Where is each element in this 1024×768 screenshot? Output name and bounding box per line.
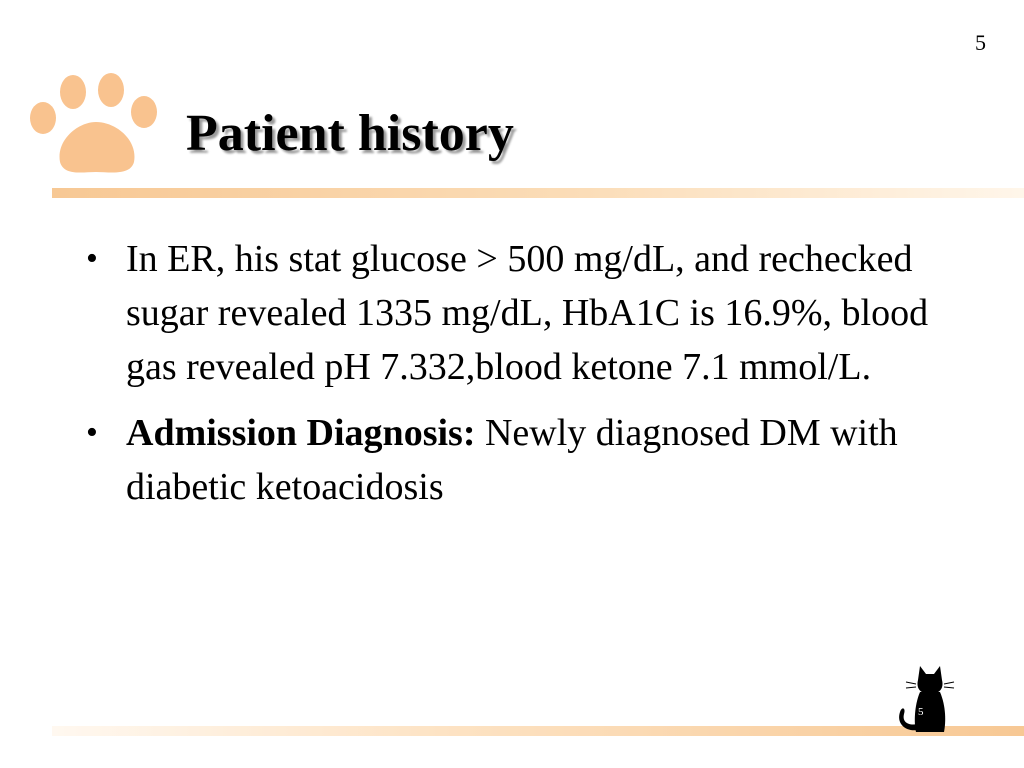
bullet-marker: •	[86, 414, 98, 451]
cat-slide-number: 5	[918, 706, 924, 718]
bullet-marker: •	[86, 240, 98, 277]
bullet-bold-lead: Admission Diagnosis:	[126, 412, 476, 454]
title-divider	[52, 188, 1024, 198]
cat-silhouette-icon	[888, 660, 956, 740]
list-item	[80, 406, 980, 514]
bullet-text: Newly diagnosed DM with diabetic ketoacidosis	[126, 412, 898, 508]
paw-print-icon	[26, 72, 166, 180]
bullet-text: In ER, his stat glucose > 500 mg/dL, and rechecked sugar revealed 1335 mg/dL, HbA1C is 16.9%, blood gas revealed pH 7.332,blood ketone 7.1 mmol/L.	[126, 238, 929, 388]
list-item	[80, 232, 980, 394]
bullet-list	[80, 232, 980, 526]
page-title: Patient history	[186, 105, 514, 162]
footer-divider	[52, 726, 1024, 736]
slide-number-top: 5	[975, 30, 986, 55]
